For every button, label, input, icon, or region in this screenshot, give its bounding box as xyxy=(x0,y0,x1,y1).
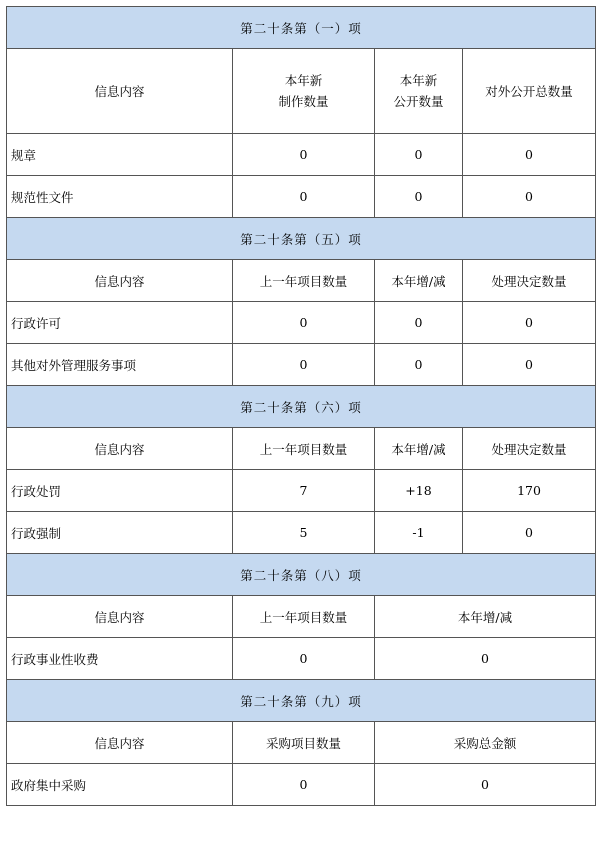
column-header-row xyxy=(7,428,596,470)
row-value: 0 xyxy=(233,176,375,218)
header-change: 本年增/减 xyxy=(375,428,463,470)
table-row xyxy=(7,134,596,176)
row-value: 0 xyxy=(375,638,596,680)
header-info-content: 信息内容 xyxy=(7,722,233,764)
row-value: 0 xyxy=(233,302,375,344)
row-value: 170 xyxy=(463,470,596,512)
header-decision-count: 处理决定数量 xyxy=(463,428,596,470)
section-header-9 xyxy=(7,680,596,722)
header-change: 本年增/减 xyxy=(375,596,596,638)
section-title: 第二十条第（五）项 xyxy=(7,218,596,260)
header-info-content: 信息内容 xyxy=(7,428,233,470)
row-label: 行政强制 xyxy=(7,512,233,554)
row-label: 行政处罚 xyxy=(7,470,233,512)
disclosure-table xyxy=(6,6,596,806)
row-label: 规章 xyxy=(7,134,233,176)
table-row xyxy=(7,764,596,806)
row-value: -1 xyxy=(375,512,463,554)
section-title: 第二十条第（九）项 xyxy=(7,680,596,722)
header-new-public xyxy=(375,49,463,134)
header-new-created xyxy=(233,49,375,134)
header-info-content: 信息内容 xyxy=(7,49,233,134)
section-header-1 xyxy=(7,7,596,49)
row-value: 0 xyxy=(233,764,375,806)
row-label: 规范性文件 xyxy=(7,176,233,218)
table-row xyxy=(7,176,596,218)
section-header-8 xyxy=(7,554,596,596)
row-label: 行政许可 xyxy=(7,302,233,344)
row-value: 0 xyxy=(463,134,596,176)
header-purchase-amount: 采购总金额 xyxy=(375,722,596,764)
header-prev-count: 上一年项目数量 xyxy=(233,428,375,470)
row-value: 0 xyxy=(463,302,596,344)
row-value: 7 xyxy=(233,470,375,512)
row-value: 0 xyxy=(463,176,596,218)
table-row xyxy=(7,302,596,344)
row-value: 0 xyxy=(233,344,375,386)
row-value: 0 xyxy=(375,764,596,806)
header-decision-count: 处理决定数量 xyxy=(463,260,596,302)
column-header-row xyxy=(7,49,596,134)
header-prev-count: 上一年项目数量 xyxy=(233,260,375,302)
row-label: 政府集中采购 xyxy=(7,764,233,806)
row-value: 0 xyxy=(463,344,596,386)
header-info-content: 信息内容 xyxy=(7,596,233,638)
header-change: 本年增/减 xyxy=(375,260,463,302)
column-header-row xyxy=(7,596,596,638)
table-row xyxy=(7,344,596,386)
section-header-6 xyxy=(7,386,596,428)
column-header-row xyxy=(7,722,596,764)
section-title: 第二十条第（六）项 xyxy=(7,386,596,428)
header-purchase-count: 采购项目数量 xyxy=(233,722,375,764)
column-header-row xyxy=(7,260,596,302)
row-value: +18 xyxy=(375,470,463,512)
row-value: 0 xyxy=(375,134,463,176)
header-line: 本年新 公开数量 xyxy=(393,73,444,109)
header-info-content: 信息内容 xyxy=(7,260,233,302)
row-value: 5 xyxy=(233,512,375,554)
section-header-5 xyxy=(7,218,596,260)
header-line: 本年新 制作数量 xyxy=(278,73,329,109)
row-value: 0 xyxy=(233,638,375,680)
table-row xyxy=(7,470,596,512)
table-row xyxy=(7,638,596,680)
table-row xyxy=(7,512,596,554)
row-label: 行政事业性收费 xyxy=(7,638,233,680)
header-prev-count: 上一年项目数量 xyxy=(233,596,375,638)
row-value: 0 xyxy=(375,302,463,344)
row-value: 0 xyxy=(375,176,463,218)
row-value: 0 xyxy=(233,134,375,176)
row-value: 0 xyxy=(375,344,463,386)
section-title: 第二十条第（八）项 xyxy=(7,554,596,596)
section-title: 第二十条第（一）项 xyxy=(7,7,596,49)
row-label: 其他对外管理服务事项 xyxy=(7,344,233,386)
header-total-public: 对外公开总数量 xyxy=(463,49,596,134)
row-value: 0 xyxy=(463,512,596,554)
